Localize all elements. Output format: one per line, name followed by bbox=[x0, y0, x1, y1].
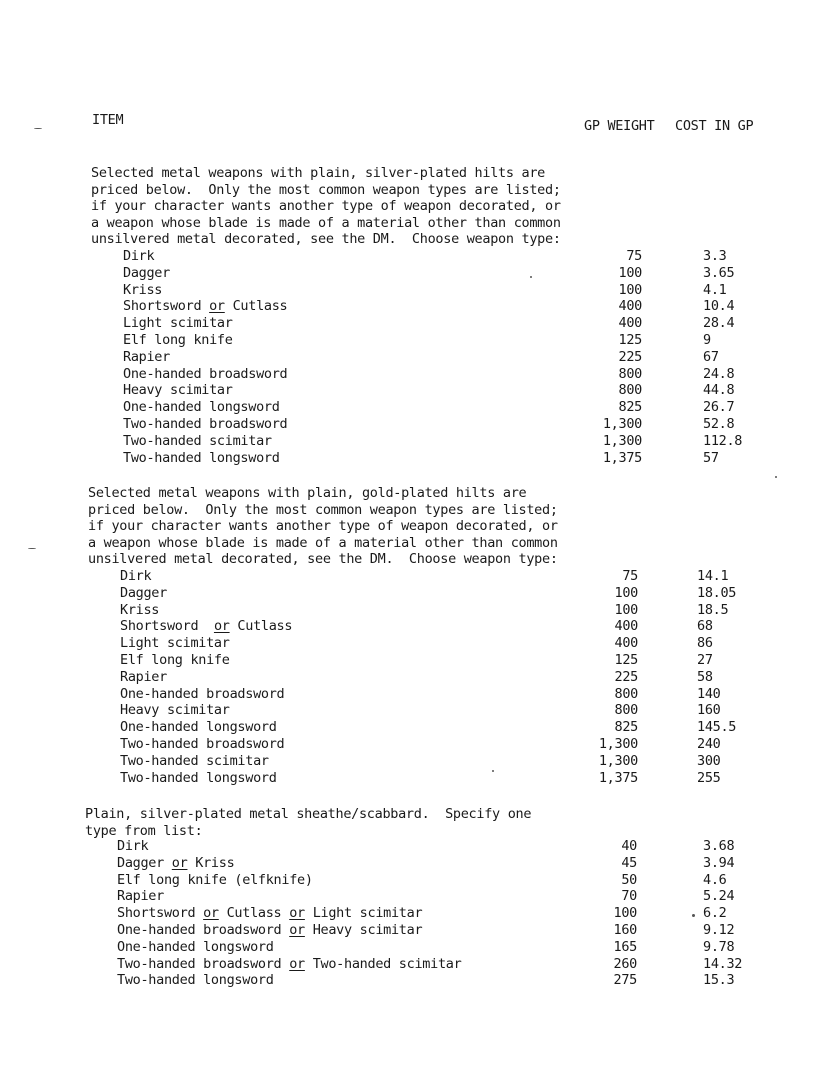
item-name-part: Two-handed scimitar bbox=[123, 432, 272, 449]
item-name bbox=[117, 972, 274, 988]
price-row bbox=[0, 618, 827, 635]
price-row bbox=[0, 669, 827, 686]
margin-mark bbox=[34, 128, 42, 129]
intro-line: if your character wants another type of weapon decorated, or bbox=[88, 518, 558, 535]
item-name bbox=[117, 922, 422, 938]
item-cost: 57 bbox=[703, 449, 719, 466]
item-weight: 400 bbox=[618, 298, 642, 315]
item-cost: 9 bbox=[703, 332, 711, 348]
item-name-part: Elf long knife bbox=[120, 652, 230, 668]
underlined-or: or bbox=[289, 905, 305, 922]
item-name-part: Kriss bbox=[187, 854, 235, 871]
item-cost: 15.3 bbox=[703, 972, 735, 989]
item-cost: 300 bbox=[697, 752, 721, 769]
item-weight: 40 bbox=[621, 838, 637, 854]
item-weight: 165 bbox=[613, 938, 637, 955]
item-name bbox=[120, 602, 159, 618]
item-name-part: Kriss bbox=[123, 281, 163, 298]
item-name bbox=[117, 838, 148, 854]
item-cost: 67 bbox=[703, 348, 719, 365]
item-weight: 800 bbox=[618, 382, 642, 399]
item-name-part: Cutlass bbox=[218, 905, 290, 922]
price-row bbox=[0, 399, 827, 416]
item-name-part: Dagger bbox=[120, 584, 167, 601]
section-intro bbox=[85, 806, 531, 839]
price-row bbox=[0, 956, 827, 973]
item-name-part: Cutlass bbox=[224, 298, 288, 315]
item-name-part: One-handed longsword bbox=[123, 399, 280, 416]
price-row bbox=[0, 652, 827, 669]
price-row bbox=[0, 450, 827, 467]
item-name-part: Dirk bbox=[123, 248, 155, 264]
item-cost: 58 bbox=[697, 668, 713, 685]
intro-line: unsilvered metal decorated, see the DM. Choose weapon type: bbox=[88, 551, 558, 568]
speck bbox=[530, 276, 532, 278]
item-name bbox=[120, 635, 230, 651]
item-name bbox=[117, 956, 461, 972]
item-name-part: Heavy scimitar bbox=[120, 702, 230, 719]
item-weight: 125 bbox=[614, 652, 638, 668]
price-row bbox=[0, 702, 827, 719]
item-weight: 825 bbox=[614, 719, 638, 736]
price-row bbox=[0, 770, 827, 787]
price-row bbox=[0, 265, 827, 282]
item-name-part: One-handed longsword bbox=[120, 719, 277, 736]
item-name bbox=[117, 855, 234, 871]
item-name bbox=[120, 652, 230, 668]
underlined-or: or bbox=[213, 618, 230, 635]
intro-line: Selected metal weapons with plain, gold-plated hilts are bbox=[88, 485, 527, 501]
item-weight: 1,375 bbox=[598, 769, 638, 786]
item-name bbox=[123, 416, 287, 432]
price-row bbox=[0, 332, 827, 349]
item-name-part: Shortsword bbox=[120, 618, 214, 635]
item-name bbox=[123, 315, 233, 331]
price-row bbox=[0, 416, 827, 433]
price-row bbox=[0, 922, 827, 939]
item-cost: 5.24 bbox=[703, 888, 735, 905]
item-name-part: Dagger bbox=[117, 854, 172, 871]
item-weight: 125 bbox=[618, 332, 642, 348]
item-name bbox=[123, 265, 170, 281]
item-weight: 825 bbox=[618, 399, 642, 416]
item-cost: 44.8 bbox=[703, 382, 735, 399]
price-row bbox=[0, 939, 827, 956]
item-name-part: Two-handed longsword bbox=[120, 769, 277, 786]
item-name-part: Rapier bbox=[117, 888, 164, 905]
speck bbox=[492, 770, 494, 772]
item-name bbox=[117, 872, 313, 888]
underlined-or: or bbox=[289, 922, 305, 938]
item-name-part: Dirk bbox=[120, 568, 152, 584]
item-weight: 800 bbox=[614, 685, 638, 702]
item-cost: 255 bbox=[697, 769, 721, 786]
item-weight: 100 bbox=[618, 264, 642, 281]
item-name-part: Two-handed longsword bbox=[117, 972, 274, 989]
price-row bbox=[0, 568, 827, 585]
item-cost: 24.8 bbox=[703, 365, 735, 382]
item-weight: 160 bbox=[613, 922, 637, 938]
section-intro bbox=[91, 165, 561, 248]
header-item: ITEM bbox=[92, 112, 124, 128]
item-name-part: Rapier bbox=[123, 348, 170, 365]
item-cost: 68 bbox=[697, 618, 713, 635]
item-name-part: One-handed broadsword bbox=[120, 685, 285, 702]
item-name-part: Cutlass bbox=[229, 618, 293, 635]
item-cost: 3.68 bbox=[703, 838, 735, 854]
item-cost: 18.5 bbox=[697, 601, 729, 618]
item-cost: 10.4 bbox=[703, 298, 735, 315]
underlined-or: or bbox=[289, 955, 305, 972]
item-name bbox=[117, 888, 164, 904]
intro-line: if your character wants another type of weapon decorated, or bbox=[91, 198, 561, 215]
price-row bbox=[0, 382, 827, 399]
item-name-part: Elf long knife (elfknife) bbox=[117, 871, 313, 888]
item-name-part: Two-handed scimitar bbox=[120, 752, 269, 769]
item-cost: 18.05 bbox=[697, 584, 737, 601]
item-name-part: Kriss bbox=[120, 601, 160, 618]
item-name-part: Two-handed broadsword bbox=[123, 416, 288, 432]
item-name-part: Two-handed scimitar bbox=[304, 955, 462, 972]
item-weight: 1,300 bbox=[602, 432, 642, 449]
item-name bbox=[123, 366, 287, 382]
intro-line: a weapon whose blade is made of a material other than common bbox=[91, 214, 561, 231]
price-row bbox=[0, 736, 827, 753]
item-name-part: Elf long knife bbox=[123, 332, 233, 348]
item-cost: 9.78 bbox=[703, 938, 735, 955]
item-name-part: Dagger bbox=[123, 264, 170, 281]
item-name bbox=[123, 450, 280, 466]
item-name bbox=[120, 585, 167, 601]
item-weight: 100 bbox=[614, 601, 638, 618]
item-cost: 14.32 bbox=[703, 955, 743, 972]
item-weight: 45 bbox=[621, 854, 637, 871]
item-cost: 240 bbox=[697, 736, 721, 752]
underlined-or: or bbox=[209, 298, 225, 315]
item-cost: 3.65 bbox=[703, 264, 735, 281]
price-row bbox=[0, 972, 827, 989]
price-row bbox=[0, 855, 827, 872]
item-weight: 75 bbox=[622, 568, 638, 584]
item-weight: 800 bbox=[614, 702, 638, 719]
price-row bbox=[0, 349, 827, 366]
item-cost: 112.8 bbox=[703, 432, 743, 449]
price-row bbox=[0, 298, 827, 315]
item-cost: 3.3 bbox=[703, 248, 727, 264]
item-cost: 140 bbox=[697, 685, 721, 702]
price-row bbox=[0, 248, 827, 265]
header-weight: GP WEIGHT bbox=[584, 118, 655, 134]
item-weight: 75 bbox=[626, 248, 642, 264]
price-row bbox=[0, 433, 827, 450]
section-intro bbox=[88, 485, 558, 568]
margin-mark bbox=[28, 548, 36, 549]
item-cost: 4.6 bbox=[703, 871, 727, 888]
item-weight: 70 bbox=[621, 888, 637, 905]
item-weight: 50 bbox=[621, 871, 637, 888]
item-name bbox=[120, 736, 284, 752]
item-weight: 1,375 bbox=[602, 449, 642, 466]
intro-line: Selected metal weapons with plain, silver-plated hilts are bbox=[91, 165, 546, 181]
price-row bbox=[0, 719, 827, 736]
price-row bbox=[0, 753, 827, 770]
underlined-or: or bbox=[203, 905, 219, 922]
item-name bbox=[123, 349, 170, 365]
price-row bbox=[0, 905, 827, 922]
item-weight: 400 bbox=[614, 618, 638, 635]
item-weight: 1,300 bbox=[598, 752, 638, 769]
item-name-part: Two-handed broadsword bbox=[120, 736, 285, 752]
item-weight: 225 bbox=[614, 668, 638, 685]
item-name bbox=[120, 669, 167, 685]
item-name bbox=[120, 568, 151, 584]
item-name bbox=[120, 686, 284, 702]
intro-line: type from list: bbox=[85, 822, 203, 839]
item-cost: 6.2 bbox=[703, 905, 727, 922]
item-cost: 27 bbox=[697, 652, 713, 668]
header-cost: COST IN GP bbox=[675, 118, 754, 134]
item-name-part: Two-handed broadsword bbox=[117, 955, 290, 972]
item-name bbox=[120, 753, 269, 769]
item-weight: 275 bbox=[613, 972, 637, 989]
item-name-part: One-handed broadsword bbox=[123, 365, 288, 382]
speck bbox=[692, 914, 695, 917]
item-name-part: Dirk bbox=[117, 838, 149, 854]
intro-line: priced below. Only the most common weapon types are listed; bbox=[91, 181, 561, 198]
item-weight: 400 bbox=[618, 315, 642, 332]
item-name bbox=[123, 298, 287, 314]
item-name bbox=[120, 770, 277, 786]
price-row bbox=[0, 635, 827, 652]
item-name-part: Two-handed longsword bbox=[123, 449, 280, 466]
item-weight: 100 bbox=[618, 281, 642, 298]
price-row bbox=[0, 585, 827, 602]
price-row bbox=[0, 366, 827, 383]
item-cost: 145.5 bbox=[697, 719, 737, 736]
item-cost: 28.4 bbox=[703, 315, 735, 332]
speck bbox=[775, 476, 777, 478]
intro-line: Plain, silver-plated metal sheathe/scabbard. Specify one bbox=[85, 806, 532, 822]
price-row bbox=[0, 872, 827, 889]
item-cost: 3.94 bbox=[703, 854, 735, 871]
item-weight: 100 bbox=[613, 905, 637, 922]
item-cost: 52.8 bbox=[703, 416, 735, 432]
item-weight: 400 bbox=[614, 635, 638, 652]
item-cost: 4.1 bbox=[703, 281, 727, 298]
item-cost: 86 bbox=[697, 635, 713, 652]
item-name-part: Rapier bbox=[120, 668, 167, 685]
item-name-part: Light scimitar bbox=[120, 635, 230, 652]
item-weight: 1,300 bbox=[602, 416, 642, 432]
underlined-or: or bbox=[171, 854, 188, 871]
item-name bbox=[123, 433, 272, 449]
item-name-part: Shortsword bbox=[117, 905, 204, 922]
item-name-part: Light scimitar bbox=[123, 315, 233, 332]
intro-line: a weapon whose blade is made of a material other than common bbox=[88, 534, 558, 551]
item-cost: 160 bbox=[697, 702, 721, 719]
item-name bbox=[120, 702, 230, 718]
item-weight: 260 bbox=[613, 955, 637, 972]
item-name bbox=[123, 248, 154, 264]
item-name-part: Heavy scimitar bbox=[123, 382, 233, 399]
item-cost: 26.7 bbox=[703, 399, 735, 416]
item-weight: 1,300 bbox=[598, 736, 638, 752]
item-name bbox=[120, 719, 277, 735]
item-name-part: One-handed longsword bbox=[117, 938, 274, 955]
item-cost: 14.1 bbox=[697, 568, 729, 584]
item-name bbox=[123, 332, 233, 348]
price-row bbox=[0, 315, 827, 332]
item-name bbox=[117, 905, 422, 921]
item-weight: 100 bbox=[614, 584, 638, 601]
price-row bbox=[0, 686, 827, 703]
intro-line: unsilvered metal decorated, see the DM. Choose weapon type: bbox=[91, 231, 561, 248]
item-name bbox=[123, 399, 280, 415]
item-name-part: Heavy scimitar bbox=[304, 922, 423, 938]
item-name bbox=[123, 282, 162, 298]
item-name bbox=[123, 382, 233, 398]
item-cost: 9.12 bbox=[703, 922, 735, 938]
item-name-part: One-handed broadsword bbox=[117, 922, 290, 938]
item-weight: 225 bbox=[618, 348, 642, 365]
item-name bbox=[117, 939, 274, 955]
item-name-part: Shortsword bbox=[123, 298, 210, 315]
price-row bbox=[0, 282, 827, 299]
intro-line: priced below. Only the most common weapon types are listed; bbox=[88, 501, 558, 518]
item-name bbox=[120, 618, 292, 634]
price-row bbox=[0, 602, 827, 619]
item-weight: 800 bbox=[618, 365, 642, 382]
price-row bbox=[0, 888, 827, 905]
item-name-part: Light scimitar bbox=[304, 905, 423, 922]
price-row bbox=[0, 838, 827, 855]
